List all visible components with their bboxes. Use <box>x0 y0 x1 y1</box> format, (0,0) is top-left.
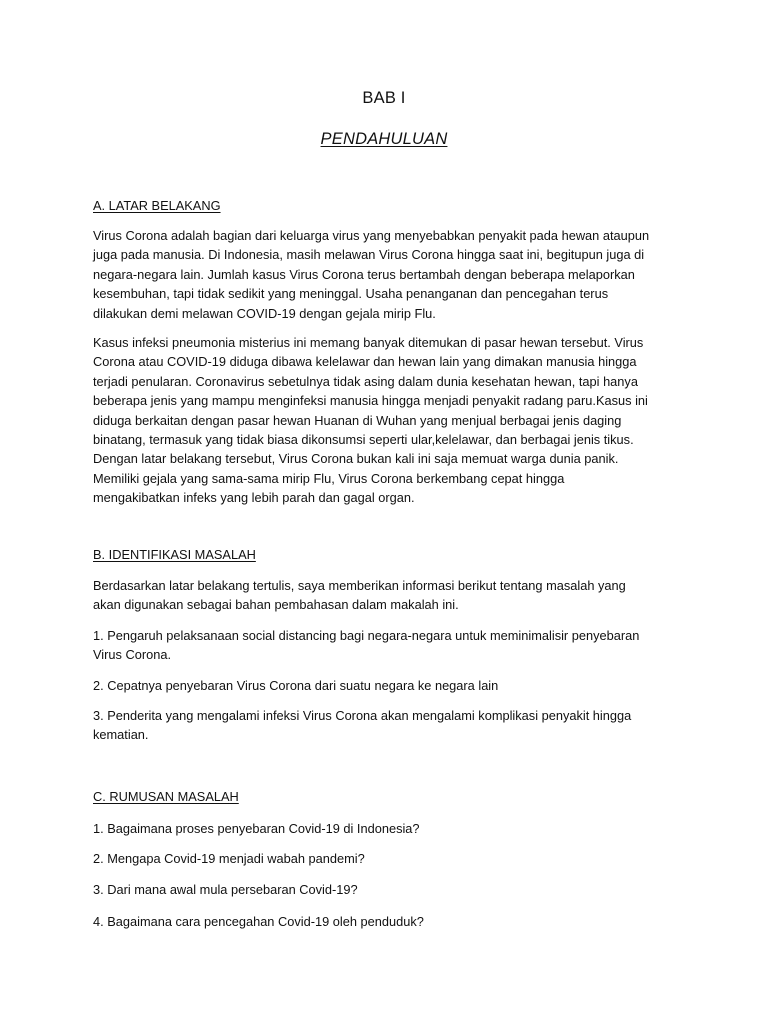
paragraph-line: mengakibatkan infeks yang lebih parah dan gagal organ. <box>93 490 415 506</box>
paragraph-line: 3. Penderita yang mengalami infeksi Virus Corona akan mengalami komplikasi penyakit hingga <box>93 708 632 723</box>
chapter-title: BAB I <box>362 89 406 107</box>
section-b-heading: B. IDENTIFIKASI MASALAH <box>93 547 256 562</box>
paragraph-line: Virus Corona. <box>93 647 172 663</box>
paragraph-line: negara-negara lain. Jumlah kasus Virus Corona terus bertambah dengan beberapa melaporkan <box>93 266 635 282</box>
paragraph-line: binatang, termasuk yang tidak biasa dikonsumsi seperti ular,kelelawar, dan berbagai jenis tikus. <box>93 432 634 448</box>
paragraph-line: kesembuhan, tapi tidak sedikit yang meninggal. Usaha penanganan dan pencegahan terus <box>93 286 609 302</box>
paragraph-line: 2. Cepatnya penyebaran Virus Corona dari suatu negara ke negara lain <box>93 678 499 693</box>
section-b-item-2 <box>93 676 662 695</box>
section-a-paragraph-1 <box>93 226 662 323</box>
paragraph-line: Corona atau COVID-19 diduga dibawa kelelawar dan hewan lain yang dimakan manusia hingga <box>93 354 637 370</box>
paragraph-line: Kasus infeksi pneumonia misterius ini memang banyak ditemukan di pasar hewan tersebut. Virus <box>93 335 644 350</box>
paragraph-line: kematian. <box>93 727 149 743</box>
section-c-item <box>93 912 662 931</box>
paragraph-line: juga pada manusia. Di Indonesia, masih melawan Virus Corona hingga saat ini, begitupun juga di <box>93 247 645 263</box>
paragraph-line: Dengan latar belakang tersebut, Virus Corona bukan kali ini saja memuat warga dunia panik. <box>93 451 619 467</box>
paragraph-line: dilakukan demi melawan COVID-19 dengan gejala mirip Flu. <box>93 305 436 321</box>
list-item: 1. Bagaimana proses penyebaran Covid-19 di Indonesia? <box>93 821 420 836</box>
section-c-item <box>93 880 662 899</box>
section-c-item <box>93 819 662 838</box>
section-b-intro <box>93 576 662 615</box>
chapter-subtitle: PENDAHULUAN <box>320 130 448 148</box>
list-item: 4. Bagaimana cara pencegahan Covid-19 oleh penduduk? <box>93 914 424 929</box>
paragraph-line: beberapa jenis yang mampu menginfeksi manusia hingga menjadi penyakit radang paru.Kasus ini <box>93 393 648 409</box>
section-b-item-3 <box>93 706 662 745</box>
paragraph-line: akan digunakan sebagai bahan pembahasan dalam makalah ini. <box>93 597 459 613</box>
section-c-heading: C. RUMUSAN MASALAH <box>93 789 239 804</box>
list-item: 3. Dari mana awal mula persebaran Covid-19? <box>93 882 358 897</box>
paragraph-line: Berdasarkan latar belakang tertulis, saya memberikan informasi berikut tentang masalah yang <box>93 578 626 593</box>
paragraph-line: diduga berkaitan dengan pasar hewan Huanan di Wuhan yang menjual berbagai jenis daging <box>93 412 622 428</box>
section-b-item-1 <box>93 626 662 665</box>
section-c-item <box>93 849 662 868</box>
paragraph-line: 1. Pengaruh pelaksanaan social distancing bagi negara-negara untuk meminimalisir penyebaran <box>93 628 640 643</box>
paragraph-line: Memiliki gejala yang sama-sama mirip Flu, Virus Corona berkembang cepat hingga <box>93 470 565 486</box>
section-a-heading: A. LATAR BELAKANG <box>93 198 221 213</box>
list-item: 2. Mengapa Covid-19 menjadi wabah pandemi? <box>93 851 365 866</box>
section-a-paragraph-2 <box>93 333 662 508</box>
paragraph-line: terjadi penularan. Coronavirus sebetulnya tidak asing dalam dunia kesehatan hewan, tapi hanya <box>93 373 638 389</box>
paragraph-line: Virus Corona adalah bagian dari keluarga virus yang menyebabkan penyakit pada hewan ataupun <box>93 228 650 243</box>
